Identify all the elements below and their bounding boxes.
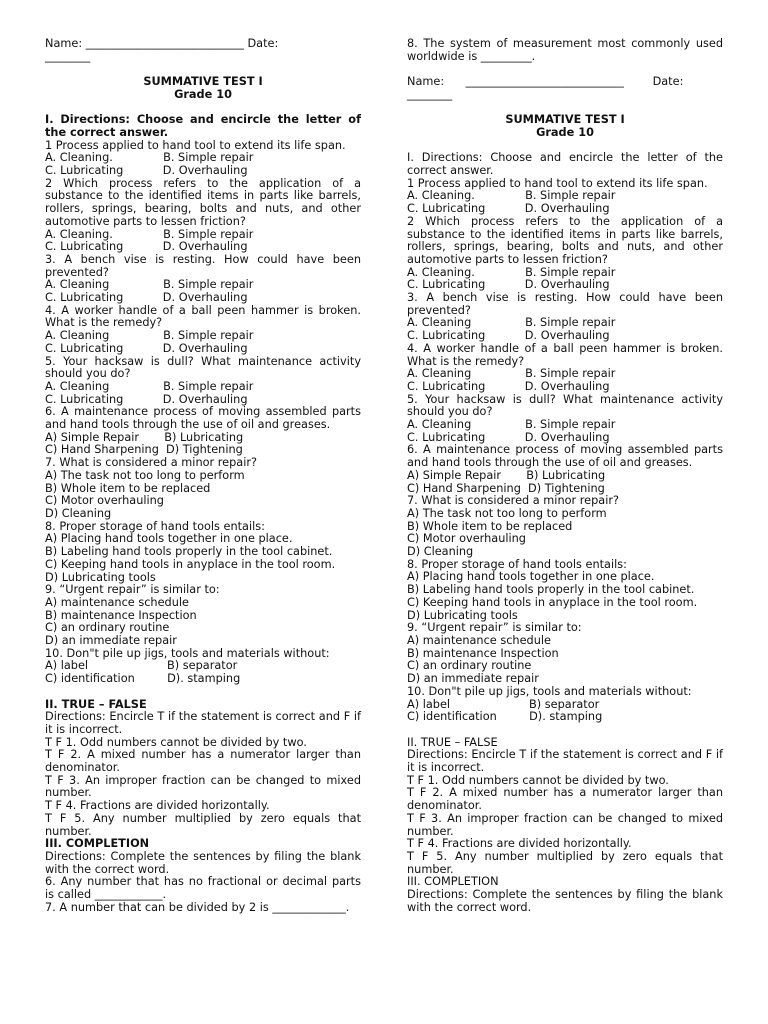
question: 4. A worker handle of a ball peen hammer is broken. What is the remedy? xyxy=(45,303,361,330)
tf-item: T F 3. An improper fraction can be changed to mixed number. xyxy=(407,811,723,838)
spacer xyxy=(45,686,361,699)
choice: A) Placing hand tools together in one place. xyxy=(45,532,293,546)
directions: Directions: Encircle T if the statement is correct and F if it is incorrect. xyxy=(45,710,361,736)
question: 8. Proper storage of hand tools entails: xyxy=(45,519,265,533)
choice: D) Lubricating tools xyxy=(45,570,156,584)
choices: C. Lubricating D. Overhauling xyxy=(407,430,610,444)
completion-item: 6. Any number that has no fractional or decimal parts is called ____________. xyxy=(45,875,361,902)
choice: D) an immediate repair xyxy=(45,634,177,648)
name-date-line: Name: ____________________________ Date: xyxy=(407,75,684,89)
completion-item: 8. The system of measurement most commonly used worldwide is _________. xyxy=(407,37,723,63)
question: 8. Proper storage of hand tools entails: xyxy=(407,557,627,571)
choices: A) label B) separator xyxy=(45,659,238,673)
choice: C) Keeping hand tools in anyplace in the tool room. xyxy=(407,595,698,609)
test-title: SUMMATIVE TEST I xyxy=(505,113,625,127)
choice: C) an ordinary routine xyxy=(407,659,532,673)
question: 6. A maintenance process of moving assembled parts and hand tools through the use of oil and greases. xyxy=(407,443,723,470)
section-heading: III. COMPLETION xyxy=(407,875,499,889)
choices: A) label B) separator xyxy=(407,697,600,711)
choices: C. Lubricating D. Overhauling xyxy=(407,379,610,393)
choice: A) maintenance schedule xyxy=(45,595,189,609)
choices: C. Lubricating D. Overhauling xyxy=(407,329,610,343)
tf-item: T F 5. Any number multiplied by zero equals that number. xyxy=(45,811,361,838)
choice: C) Keeping hand tools in anyplace in the tool room. xyxy=(45,557,336,571)
choice: B) Labeling hand tools properly in the tool cabinet. xyxy=(407,583,695,597)
choices: A. Cleaning B. Simple repair xyxy=(407,367,616,381)
date-blank: ________ xyxy=(407,87,453,101)
choices: C) Hand Sharpening D) Tightening xyxy=(407,481,605,495)
choices: A. Cleaning. B. Simple repair xyxy=(45,151,254,165)
choices: A. Cleaning B. Simple repair xyxy=(407,316,616,330)
directions: Directions: Complete the sentences by filing the blank with the correct word. xyxy=(407,888,723,914)
section-heading: III. COMPLETION xyxy=(45,837,150,851)
question: 6. A maintenance process of moving assembled parts and hand tools through the use of oil and greases. xyxy=(45,405,361,432)
test-title: SUMMATIVE TEST I xyxy=(143,75,263,89)
choice: D) Lubricating tools xyxy=(407,608,518,622)
spacer xyxy=(407,724,723,737)
choices: A. Cleaning B. Simple repair xyxy=(45,379,254,393)
question: 7. What is considered a minor repair? xyxy=(45,456,257,470)
choices: A. Cleaning. B. Simple repair xyxy=(407,265,616,279)
tf-item: T F 2. A mixed number has a numerator larger than denominator. xyxy=(45,748,361,775)
question: 2 Which process refers to the application of a substance to the identified items in parts like barrels, rollers, springs, bearing, bolts and nuts, and other automotive parts to lessen friction? xyxy=(407,214,723,266)
question: 2 Which process refers to the application of a substance to the identified items in parts like barrels, rollers, springs, bearing, bolts and nuts, and other automotive parts to lessen friction? xyxy=(45,176,361,228)
choice: C) Motor overhauling xyxy=(407,532,526,546)
tf-item: T F 1. Odd numbers cannot be divided by two. xyxy=(407,773,669,787)
tf-item: T F 3. An improper fraction can be changed to mixed number. xyxy=(45,773,361,800)
question: 10. Don"t pile up jigs, tools and materials without: xyxy=(45,646,330,660)
section-heading: I. Directions: Choose and encircle the letter of the correct answer. xyxy=(407,151,723,177)
choices: C. Lubricating D. Overhauling xyxy=(407,278,610,292)
choice: D) an immediate repair xyxy=(407,672,539,686)
choice: C) Motor overhauling xyxy=(45,494,164,508)
section-heading: II. TRUE – FALSE xyxy=(407,735,498,749)
name-date-line: Name: ____________________________ Date: xyxy=(45,37,279,50)
question: 9. “Urgent repair” is similar to: xyxy=(407,621,582,635)
choice: D) Cleaning xyxy=(45,506,112,520)
question: 1 Process applied to hand tool to extend its life span. xyxy=(45,138,346,152)
choices: A. Cleaning B. Simple repair xyxy=(45,329,254,343)
choices: A) Simple Repair B) Lubricating xyxy=(45,430,244,444)
choice: B) Labeling hand tools properly in the tool cabinet. xyxy=(45,545,333,559)
choices: A. Cleaning. B. Simple repair xyxy=(407,189,616,203)
left-column xyxy=(45,38,361,914)
choices: C) identification D). stamping xyxy=(407,710,603,724)
choices: C. Lubricating D. Overhauling xyxy=(407,202,610,216)
choices: A) Simple Repair B) Lubricating xyxy=(407,468,606,482)
choices: A. Cleaning. B. Simple repair xyxy=(45,227,254,241)
choices: C) Hand Sharpening D) Tightening xyxy=(45,443,243,457)
choices: C. Lubricating D. Overhauling xyxy=(45,291,248,305)
choices: C. Lubricating D. Overhauling xyxy=(45,240,248,254)
directions: Directions: Encircle T if the statement is correct and F if it is incorrect. xyxy=(407,748,723,775)
tf-item: T F 1. Odd numbers cannot be divided by two. xyxy=(45,735,307,749)
date-blank: ________ xyxy=(45,49,91,63)
grade-label: Grade 10 xyxy=(174,87,232,101)
choice: D) Cleaning xyxy=(407,545,474,559)
choice: B) maintenance Inspection xyxy=(407,646,559,660)
question: 10. Don"t pile up jigs, tools and materials without: xyxy=(407,684,692,698)
choices: C. Lubricating D. Overhauling xyxy=(45,164,248,177)
tf-item: T F 4. Fractions are divided horizontally. xyxy=(407,837,632,851)
choices: A. Cleaning B. Simple repair xyxy=(407,418,616,432)
question: 3. A bench vise is resting. How could have been prevented? xyxy=(45,252,361,279)
completion-item: 7. A number that can be divided by 2 is _____________. xyxy=(45,900,350,914)
tf-item: T F 4. Fractions are divided horizontally. xyxy=(45,799,270,813)
choice: A) maintenance schedule xyxy=(407,634,551,647)
question: 5. Your hacksaw is dull? What maintenance activity should you do? xyxy=(45,354,361,381)
choice: C) an ordinary routine xyxy=(45,621,170,635)
section-heading: II. TRUE – FALSE xyxy=(45,697,147,711)
question: 5. Your hacksaw is dull? What maintenance activity should you do? xyxy=(407,392,723,419)
directions: Directions: Complete the sentences by filing the blank with the correct word. xyxy=(45,849,361,876)
choices: C. Lubricating D. Overhauling xyxy=(45,341,248,355)
question: 3. A bench vise is resting. How could have been prevented? xyxy=(407,291,723,317)
question: 7. What is considered a minor repair? xyxy=(407,494,619,508)
question: 4. A worker handle of a ball peen hammer is broken. What is the remedy? xyxy=(407,341,723,368)
question: 9. “Urgent repair” is similar to: xyxy=(45,583,220,597)
choice: B) Whole item to be replaced xyxy=(407,519,573,533)
choice: A) The task not too long to perform xyxy=(45,468,245,482)
choice: B) Whole item to be replaced xyxy=(45,481,211,495)
section-heading: I. Directions: Choose and encircle the letter of the correct answer. xyxy=(45,113,361,139)
question: 1 Process applied to hand tool to extend its life span. xyxy=(407,176,708,190)
right-column xyxy=(407,38,723,914)
tf-item: T F 2. A mixed number has a numerator larger than denominator. xyxy=(407,786,723,813)
tf-item: T F 5. Any number multiplied by zero equals that number. xyxy=(407,849,723,876)
choice: A) Placing hand tools together in one place. xyxy=(407,570,655,584)
choices: C) identification D). stamping xyxy=(45,672,241,686)
choices: C. Lubricating D. Overhauling xyxy=(45,392,248,406)
choice: B) maintenance Inspection xyxy=(45,608,197,622)
grade-label: Grade 10 xyxy=(536,125,594,139)
choices: A. Cleaning B. Simple repair xyxy=(45,278,254,292)
choice: A) The task not too long to perform xyxy=(407,506,607,520)
